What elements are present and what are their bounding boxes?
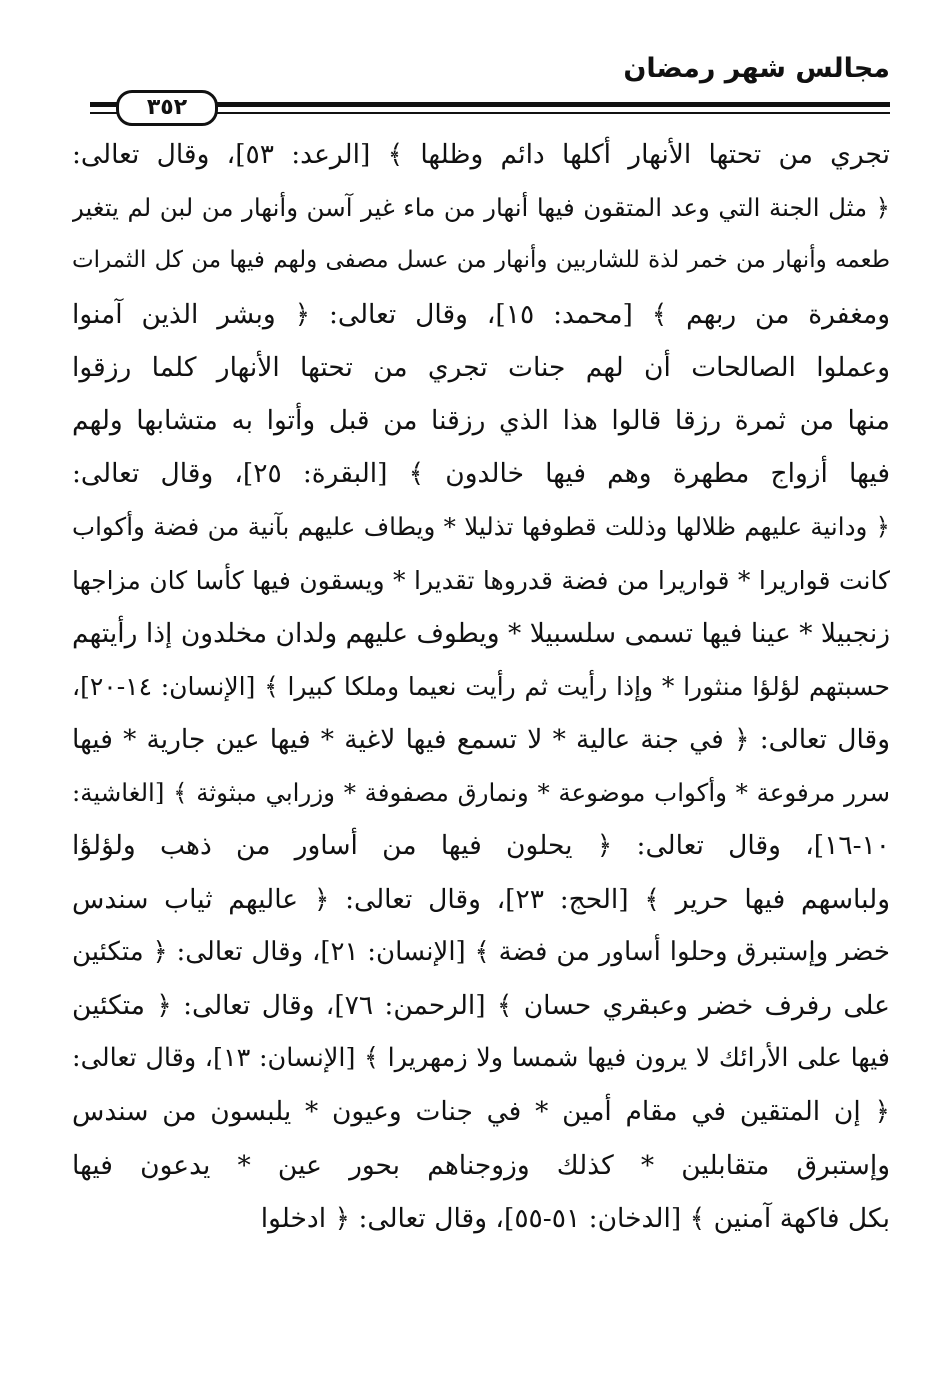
text-line: خضر وإستبرق وحلوا أساور من فضة ﴾ [الإنسان: ٢١]، وقال تعالى: ﴿ متكئين <box>72 936 890 967</box>
text-line: كانت قواريرا * قواريرا من فضة قدروها تقديرا * ويسقون فيها كأسا كان مزاجها <box>72 565 890 595</box>
text-line: وعملوا الصالحات أن لهم جنات تجري من تحتها الأنهار كلما رزقوا <box>72 351 890 383</box>
text-line: على رفرف خضر وعبقري حسان ﴾ [الرحمن: ٧٦]، وقال تعالى: ﴿ متكئين <box>72 990 890 1021</box>
text-line: منها من ثمرة رزقا قالوا هذا الذي رزقنا من قبل وأتوا به متشابها ولهم <box>72 404 890 436</box>
text-line: سرر مرفوعة * وأكواب موضوعة * ونمارق مصفوفة * وزرابي مبثوثة ﴾ [الغاشية: <box>72 778 890 808</box>
text-line: وقال تعالى: ﴿ في جنة عالية * لا تسمع فيها لاغية * فيها عين جارية * فيها <box>72 724 890 756</box>
text-line: ﴿ مثل الجنة التي وعد المتقون فيها أنهار من ماء غير آسن وأنهار من لبن لم يتغير <box>72 193 890 223</box>
page-header <box>70 52 890 122</box>
text-line: ولباسهم فيها حرير ﴾ [الحج: ٢٣]، وقال تعالى: ﴿ عاليهم ثياب سندس <box>72 883 890 915</box>
running-title: مجالس شهر رمضان <box>623 53 890 84</box>
text-line: وإستبرق متقابلين * كذلك وزوجناهم بحور عين * يدعون فيها <box>72 1149 890 1181</box>
text-line: ﴿ إن المتقين في مقام أمين * في جنات وعيون * يلبسون من سندس <box>72 1096 890 1128</box>
text-line: تجري من تحتها الأنهار أكلها دائم وظلها ﴾ [الرعد: ٥٣]، وقال تعالى: <box>72 139 890 170</box>
body-text <box>72 128 890 1245</box>
text-line: بكل فاكهة آمنين ﴾ [الدخان: ٥١-٥٥]، وقال تعالى: ﴿ ادخلوا <box>260 1202 890 1234</box>
text-line: ﴿ ودانية عليهم ظلالها وذللت قطوفها تذليلا * ويطاف عليهم بآنية من فضة وأكواب <box>72 512 890 542</box>
text-line: فيها على الأرائك لا يرون فيها شمسا ولا زمهريرا ﴾ [الإنسان: ١٣]، وقال تعالى: <box>72 1043 890 1074</box>
text-line: ١٠-١٦]، وقال تعالى: ﴿ يحلون فيها من أساور من ذهب ولؤلؤا <box>72 830 890 862</box>
text-line: طعمه وأنهار من خمر لذة للشاربين وأنهار من عسل مصفى ولهم فيها من كل الثمرات <box>72 247 890 274</box>
page-number-badge: ٣٥٢ <box>116 90 218 126</box>
text-line: ومغفرة من ربهم ﴾ [محمد: ١٥]، وقال تعالى: ﴿ وبشر الذين آمنوا <box>72 298 890 330</box>
text-line: حسبتهم لؤلؤا منثورا * وإذا رأيت ثم رأيت نعيما وملكا كبيرا ﴾ [الإنسان: ١٤-٢٠]، <box>72 671 890 701</box>
text-line: فيها أزواج مطهرة وهم فيها خالدون ﴾ [البقرة: ٢٥]، وقال تعالى: <box>72 458 890 490</box>
text-line: زنجبيلا * عينا فيها تسمى سلسبيلا * ويطوف عليهم ولدان مخلدون إذا رأيتهم <box>72 617 890 649</box>
